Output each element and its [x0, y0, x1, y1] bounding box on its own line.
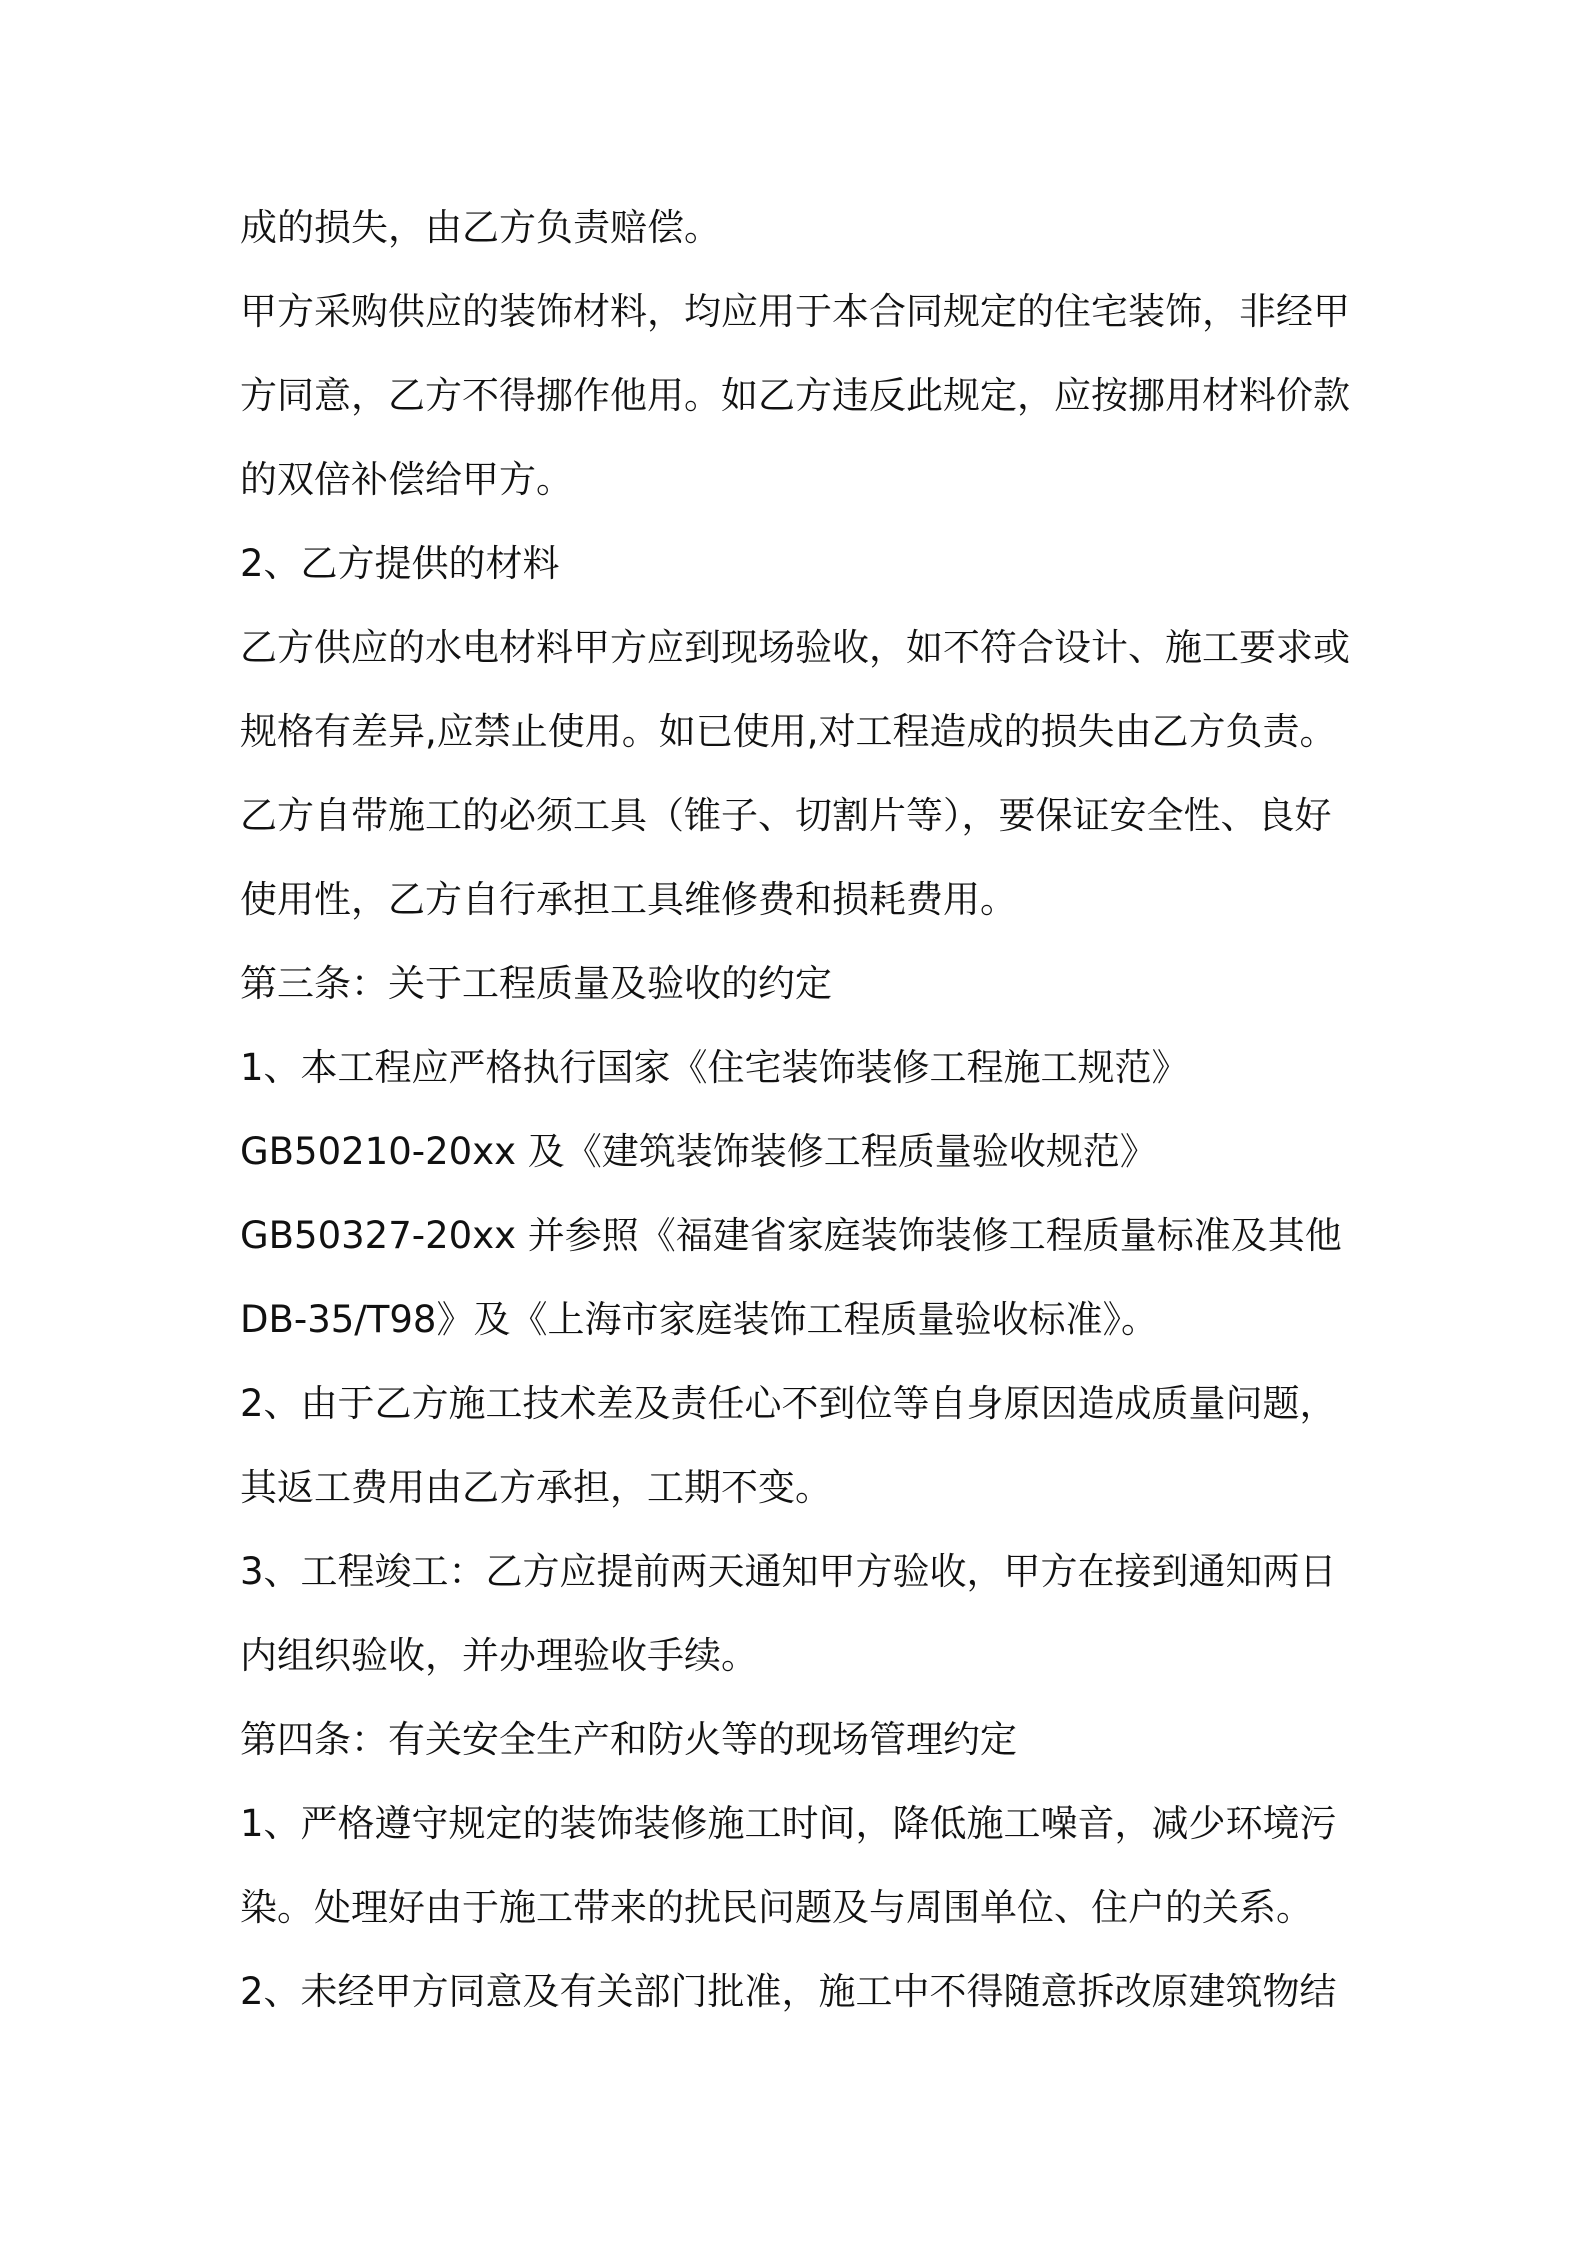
text-line: 内组织验收，并办理验收手续。	[240, 1634, 758, 1677]
text-line: 使用性，乙方自行承担工具维修费和损耗费用。	[240, 878, 1017, 921]
text-line: 甲方采购供应的装饰材料，均应用于本合同规定的住宅装饰，非经甲	[240, 290, 1350, 333]
text-line: 乙方供应的水电材料甲方应到现场验收，如不符合设计、施工要求或	[240, 626, 1350, 669]
text-line: DB-35/T98》及《上海市家庭装饰工程质量验收标准》。	[240, 1298, 1158, 1341]
text-line: 2、未经甲方同意及有关部门批准，施工中不得随意拆改原建筑物结	[240, 1970, 1337, 2013]
text-line: 1、本工程应严格执行国家《住宅装饰装修工程施工规范》	[240, 1046, 1189, 1089]
text-line: 1、严格遵守规定的装饰装修施工时间，降低施工噪音，减少环境污	[240, 1802, 1337, 1845]
text-line: 成的损失，由乙方负责赔偿。	[240, 206, 721, 249]
text-line: 方同意，乙方不得挪作他用。如乙方违反此规定，应按挪用材料价款	[240, 374, 1350, 417]
article-heading: 第四条：有关安全生产和防火等的现场管理约定	[240, 1718, 1017, 1761]
text-line: 乙方自带施工的必须工具（锥子、切割片等），要保证安全性、良好	[240, 794, 1332, 837]
text-line: GB50210-20xx 及《建筑装饰装修工程质量验收规范》	[240, 1130, 1157, 1173]
text-line: 2、由于乙方施工技术差及责任心不到位等自身原因造成质量问题，	[240, 1382, 1337, 1425]
text-line: 规格有差异,应禁止使用。如已使用,对工程造成的损失由乙方负责。	[240, 710, 1337, 753]
article-heading: 第三条：关于工程质量及验收的约定	[240, 962, 832, 1005]
text-line: GB50327-20xx 并参照《福建省家庭装饰装修工程质量标准及其他	[240, 1214, 1342, 1257]
text-line: 的双倍补偿给甲方。	[240, 458, 573, 501]
text-line: 3、工程竣工：乙方应提前两天通知甲方验收，甲方在接到通知两日	[240, 1550, 1337, 1593]
text-line: 染。处理好由于施工带来的扰民问题及与周围单位、住户的关系。	[240, 1886, 1313, 1929]
section-heading: 2、乙方提供的材料	[240, 542, 560, 585]
text-line: 其返工费用由乙方承担，工期不变。	[240, 1466, 832, 1509]
